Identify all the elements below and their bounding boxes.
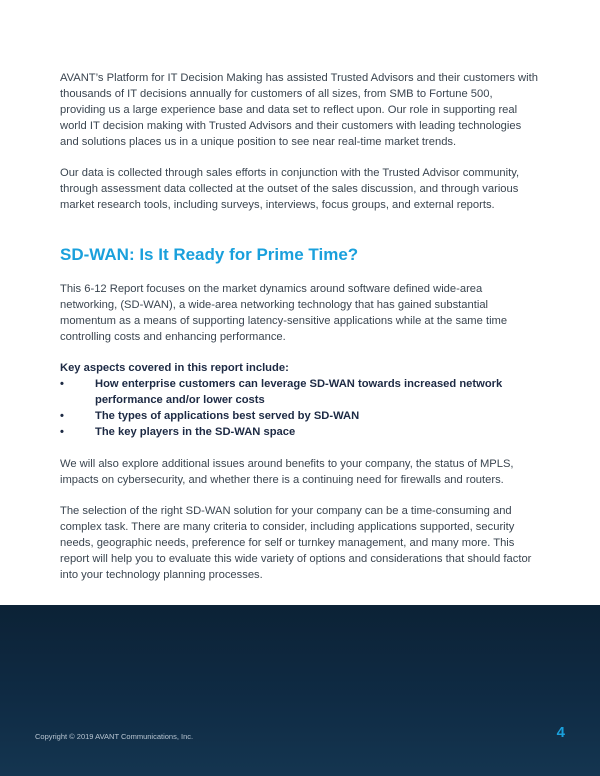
list-item-text: How enterprise customers can leverage SD-WAN towards increased network performance and/or lower costs [95, 378, 503, 406]
page-footer [0, 605, 600, 776]
list-item-text: The types of applications best served by SD-WAN [95, 410, 360, 422]
section-paragraph-3: The selection of the right SD-WAN solution for your company can be a time-consuming and complex task. There are many criteria to consider, including applications supported, security needs, geographic needs, preference for self or turnkey management, and many more. This report will help you to evaluate this wide variety of options and considerations that should factor into your technology planning processes. [60, 505, 532, 581]
section-paragraph-2: We will also explore additional issues around benefits to your company, the status of MPLS, impacts on cybersecurity, and whether there is a continuing need for firewalls and routers. [60, 458, 514, 486]
page-number: 4 [556, 724, 565, 741]
page-content [60, 70, 540, 598]
bullet-icon: • [60, 410, 64, 422]
copyright-text: Copyright © 2019 AVANT Communications, Inc. [35, 732, 194, 741]
bullet-icon: • [60, 426, 64, 438]
aspects-title: Key aspects covered in this report include: [60, 362, 289, 374]
list-item-text: The key players in the SD-WAN space [95, 426, 296, 438]
list-item [60, 408, 540, 424]
section-heading: SD-WAN: Is It Ready for Prime Time? [60, 245, 359, 264]
intro-paragraph-2: Our data is collected through sales efforts in conjunction with the Trusted Advisor community, through assessment data collected at the outset of the sales discussion, and through various market research tools, including surveys, interviews, focus groups, and external reports. [60, 167, 520, 211]
bullet-icon: • [60, 378, 64, 390]
aspects-list [60, 376, 540, 440]
list-item [60, 424, 540, 440]
intro-paragraph-1: AVANT’s Platform for IT Decision Making has assisted Trusted Advisors and their customers with thousands of IT decisions annually for customers of all sizes, from SMB to Fortune 500, providing us a large experience base and data set to reflect upon. Our role in supporting real world IT decision making with Trusted Advisors and their customers with leading technologies and solutions places us in a unique position to see near real-time market trends. [60, 72, 538, 148]
list-item [60, 376, 540, 408]
section-paragraph-1: This 6-12 Report focuses on the market dynamics around software defined wide-area networking, (SD-WAN), a wide-area networking technology that has gained substantial momentum as a means of supporting latency-sensitive applications while at the same time controlling costs and enhancing performance. [60, 283, 508, 343]
